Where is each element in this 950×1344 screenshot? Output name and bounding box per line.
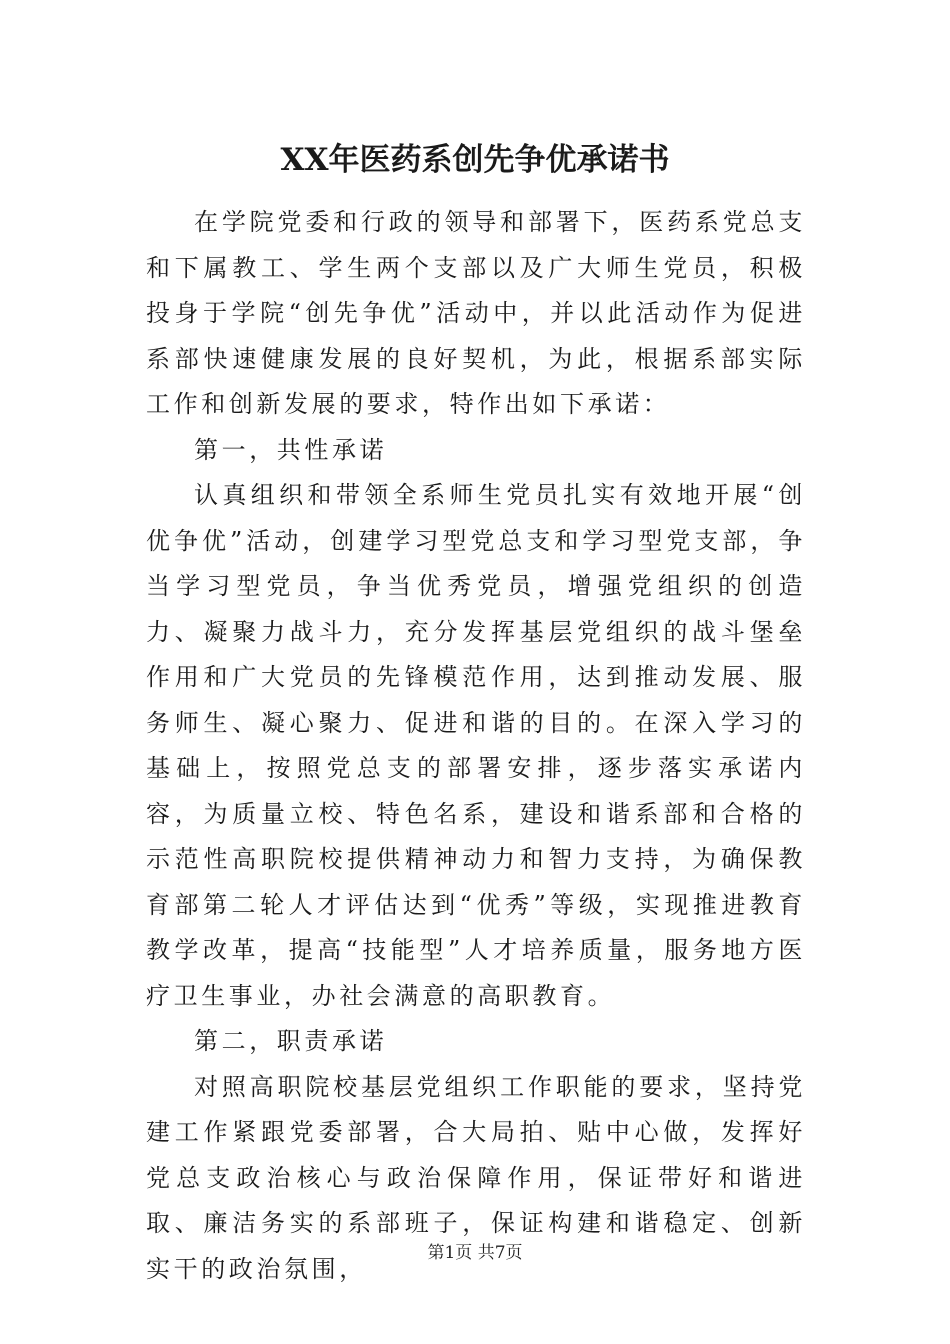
document-title: XX年医药系创先争优承诺书: [280, 142, 670, 178]
document-body: [146, 200, 806, 1292]
intro-paragraph: 在学院党委和行政的领导和部署下，医药系党总支和下属教工、学生两个支部以及广大师生党员，积极投身于学院“创先争优”活动中，并以此活动作为促进系部快速健康发展的良好契机，为此，根据系部实际工作和创新发展的要求，特作出如下承诺：: [146, 208, 806, 418]
page-footer: 第1页 共7页: [427, 1243, 523, 1263]
section-heading-duty-commitment: 第二，职责承诺: [194, 1027, 388, 1055]
common-commitment-paragraph: 认真组织和带领全系师生党员扎实有效地开展“创优争优”活动，创建学习型党总支和学习型党支部，争当学习型党员，争当优秀党员，增强党组织的创造力、凝聚力战斗力，充分发挥基层党组织的战斗堡垒作用和广大党员的先锋模范作用，达到推动发展、服务师生、凝心聚力、促进和谐的目的。在深入学习的基础上，按照党总支的部署安排，逐步落实承诺内容，为质量立校、特色名系，建设和谐系部和合格的示范性高职院校提供精神动力和智力支持，为确保教育部第二轮人才评估达到“优秀”等级，实现推进教育教学改革，提高“技能型”人才培养质量，服务地方医疗卫生事业，办社会满意的高职教育。: [146, 481, 806, 1010]
section-heading-common-commitment: 第一，共性承诺: [194, 435, 388, 464]
duty-commitment-paragraph: 对照高职院校基层党组织工作职能的要求，坚持党建工作紧跟党委部署，合大局拍、贴中心做，发挥好党总支政治核心与政治保障作用，保证带好和谐进取、廉洁务实的系部班子，保证构建和谐稳定、创新实干的政治氛围，: [146, 1072, 806, 1283]
